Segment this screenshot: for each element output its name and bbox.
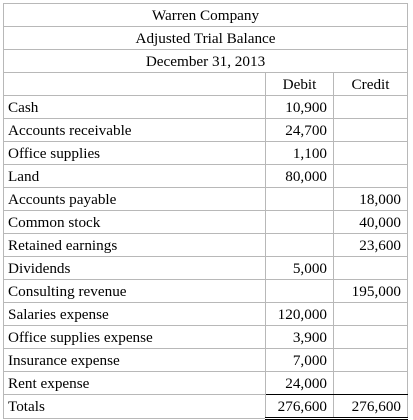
company-name: Warren Company [4,4,408,27]
statement-title: Adjusted Trial Balance [4,27,408,50]
trial-balance-table [3,3,408,420]
debit-amount: 1,100 [266,142,334,165]
account-name: Office supplies expense [4,326,266,349]
account-name: Insurance expense [4,349,266,372]
debit-column-header: Debit [266,73,334,96]
debit-amount: 10,900 [266,96,334,119]
totals-credit: 276,600 [334,395,408,419]
account-name: Common stock [4,211,266,234]
account-name: Consulting revenue [4,280,266,303]
credit-amount: 18,000 [334,188,408,211]
table-row [4,257,408,280]
credit-amount [334,96,408,119]
debit-amount: 80,000 [266,165,334,188]
account-name: Accounts receivable [4,119,266,142]
credit-amount [334,165,408,188]
header-date-row [4,50,408,73]
account-name: Office supplies [4,142,266,165]
table-row [4,349,408,372]
debit-amount: 120,000 [266,303,334,326]
account-name: Cash [4,96,266,119]
account-name: Retained earnings [4,234,266,257]
credit-amount [334,257,408,280]
account-name: Salaries expense [4,303,266,326]
table-row [4,96,408,119]
credit-amount: 40,000 [334,211,408,234]
credit-amount [334,142,408,165]
debit-amount [266,188,334,211]
debit-amount [266,234,334,257]
totals-row [4,395,408,419]
debit-amount: 24,700 [266,119,334,142]
statement-date: December 31, 2013 [4,50,408,73]
credit-amount [334,303,408,326]
table-row [4,142,408,165]
credit-column-header: Credit [334,73,408,96]
debit-amount [266,280,334,303]
account-name: Accounts payable [4,188,266,211]
header-statement-row [4,27,408,50]
credit-amount [334,372,408,395]
table-row [4,280,408,303]
column-header-row [4,73,408,96]
debit-amount: 3,900 [266,326,334,349]
debit-amount: 7,000 [266,349,334,372]
table-row [4,211,408,234]
table-row [4,188,408,211]
totals-label: Totals [4,395,266,419]
table-row [4,165,408,188]
totals-debit: 276,600 [266,395,334,419]
debit-amount: 5,000 [266,257,334,280]
account-name: Land [4,165,266,188]
account-name: Dividends [4,257,266,280]
table-row [4,234,408,257]
table-row [4,326,408,349]
header-company-row [4,4,408,27]
table-row [4,119,408,142]
account-name: Rent expense [4,372,266,395]
credit-amount: 195,000 [334,280,408,303]
table-row [4,303,408,326]
account-column-header [4,73,266,96]
trial-balance-sheet [3,3,407,417]
table-row [4,372,408,395]
credit-amount [334,326,408,349]
credit-amount [334,349,408,372]
debit-amount: 24,000 [266,372,334,395]
debit-amount [266,211,334,234]
credit-amount: 23,600 [334,234,408,257]
credit-amount [334,119,408,142]
